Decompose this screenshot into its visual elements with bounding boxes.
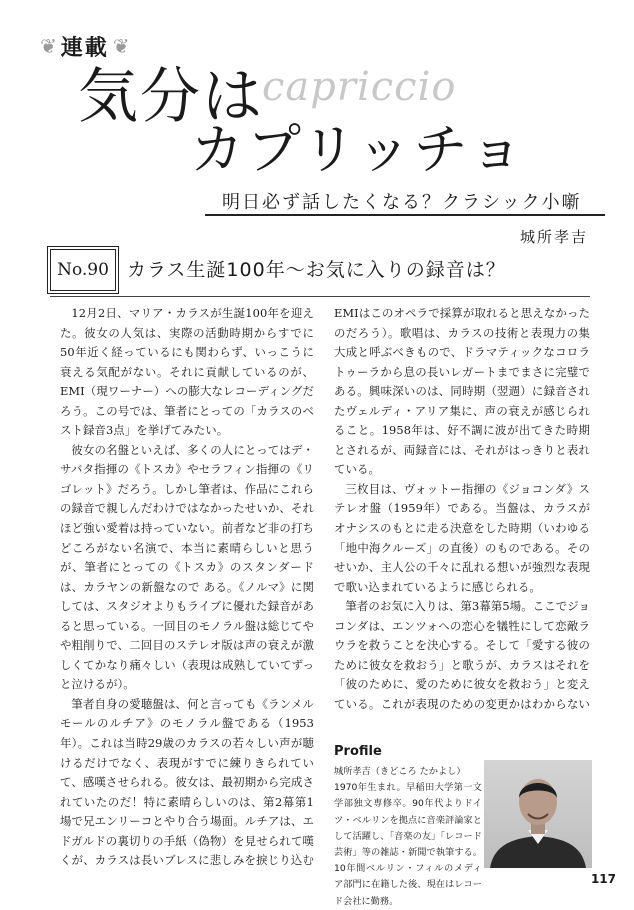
title-rule — [50, 296, 590, 297]
paragraph: 筆者のお気に入りは、第3幕第5場。ここでジョコンダは、エンツォへの恋心を犠牲にして恋敵ラウラを救うことを決心する。そして「愛する彼のために彼女を救おう」と歌うが、カラスはそれを「彼のために、愛のために彼女を救おう」と変えている。これが表現のための変更かはわからない — [334, 599, 590, 711]
issue-number: No.90 — [57, 260, 109, 280]
article-title: カラス生誕100年〜お気に入りの録音は？ — [127, 259, 506, 281]
body-column-left — [60, 304, 314, 866]
issue-number-badge — [50, 249, 116, 291]
paragraph: 12月2日、マリア・カラスが生誕100年を迎えた。彼女の人気は、実際の活動時期からすでに50年近く経っているにも関わらず、いっこうに衰える気配がない。それに貢献しているのが、EMI（現ワーナー）への膨大なレコーディングだろう。この号では、筆者にとっての「カラスのベスト録音3点」を挙げてみたい。 — [60, 306, 314, 438]
profile-heading: Profile — [334, 744, 382, 759]
tagline: 明日必ず話したくなる？クラシック小噺 — [222, 192, 582, 213]
page-number: 117 — [590, 872, 616, 886]
portrait-icon — [484, 760, 592, 868]
title-line-1: 気分は — [78, 62, 264, 132]
paragraph: 筆者自身の愛聴盤は、何と言っても《ランメルモールのルチア》のモノラル盤である（1953年）。これは当時29歳のカラスの若々しい声が聴けるだけでなく、表現がすでに練りきられていて、感嘆させられる。彼女は、最初期から完成されていたのだ！特に素晴らしいのは、第2幕第1場で兄エンリーコとやり合う場面。ルチアは、エドガルドの裏切りの手紙（偽物）を見せられて嘆くが、カラスは長いブレスに悲しみを捩じり込む — [60, 696, 314, 866]
paragraph: EMIはこのオペラで採算が取れると思えなかったのだろう）。歌唱は、カラスの技術と表現力の集大成と呼ぶべきもので、ドラマティックなコロラトゥーラから息の長いレガートまでまさに完璧である。興味深いのは、同時期（翌週）に録音されたヴェルディ・アリア集に、声の衰えが感じられること。1958年は、好不調に波が出てきた時期とされるが、両録音には、それがはっきりと表れている。 — [334, 306, 590, 477]
author-name: 城所孝吉 — [519, 228, 588, 246]
paragraph: 三枚目は、ヴォットー指揮の《ジョコンダ》ステレオ盤（1959年）である。当盤は、カラスがオナシスのもとに走る決意をした時期（いわゆる「地中海クルーズ」の直後）のものである。そのせいか、主人公の千々に乱れる想いが強烈な表現で歌い込まれているように感じられる。 — [334, 481, 590, 594]
profile-bio: 1970年生まれ。早稲田大学第一文学部独文専修卒。90年代よりドイツ・ベルリンを拠点に音楽評論家として活躍し、「音楽の友」「レコード芸術」等の雑誌・新聞で執筆する。10年間ベルリン・フィルのメディア部門に在籍した後、現在はレコード会社に勤務。 — [334, 782, 482, 907]
author-photo — [484, 760, 592, 868]
laurel-right-icon: ❦ — [112, 34, 130, 58]
profile-text — [334, 764, 482, 910]
body-column-right — [334, 304, 590, 714]
title-line-2: カプリッチョ — [190, 118, 527, 181]
laurel-left-icon: ❦ — [40, 34, 57, 58]
tagline-rule — [205, 214, 605, 216]
title-latin: capriccio — [262, 64, 457, 110]
series-header — [40, 26, 160, 66]
profile-name: 城所孝吉（きどころ たかよし） — [334, 766, 466, 777]
series-label: 連載 — [60, 35, 109, 61]
paragraph: 彼女の名盤といえば、多くの人にとってはデ・サバタ指揮の《トスカ》やセラフィン指揮の《リゴレット》だろう。しかし筆者は、作品にこれらの録音で親しんだわけではなかったせいか、それほど強い愛着は持っていない。前者など非の打ちどころがない名演で、本当に素晴らしいと思うが、筆者にとっての《トスカ》のスタンダードは、カラヤンの新盤なので ある。《ノルマ》に関しては、スタジオよりもライブに優れた録音があると思っている。一回目のモノラル盤は総じてやや粗削りで、二回目のステレオ版は声の衰えが激しくてかなり痛々しい（表現は成熟していてずっと泣けるが）。 — [60, 442, 314, 692]
